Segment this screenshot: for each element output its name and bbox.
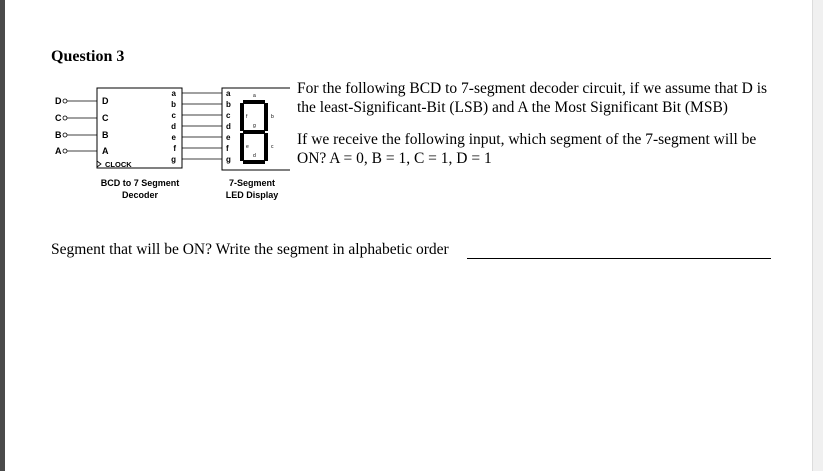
segment-a [243, 100, 265, 104]
decoder-pin-c: C [102, 113, 109, 123]
input-terminal-d [63, 99, 67, 103]
display-input-f: f [226, 144, 229, 153]
input-label-b: B [55, 130, 62, 140]
answer-blank-line[interactable] [467, 258, 771, 259]
input-terminal-b [63, 133, 67, 137]
segment-label-f: f [246, 114, 248, 120]
answer-prompt: Segment that will be ON? Write the segment in alphabetic order [51, 241, 449, 258]
display-input-a: a [226, 89, 231, 98]
display-input-e: e [226, 133, 231, 142]
segment-b [264, 103, 268, 131]
window-left-border [0, 0, 5, 471]
segment-e [240, 133, 244, 161]
display-input-g: g [226, 155, 231, 164]
decoder-pin-a: A [102, 146, 109, 156]
question-title: Question 3 [51, 48, 125, 65]
segment-c [264, 133, 268, 161]
decoder-output-e: e [171, 133, 176, 142]
segment-d [243, 160, 265, 164]
decoder-caption-line-1: BCD to 7 Segment [100, 178, 180, 188]
decoder-caption-line-2: Decoder [121, 190, 159, 200]
display-input-c: c [226, 111, 231, 120]
input-pins [55, 96, 97, 156]
segment-label-e: e [246, 144, 249, 150]
output-wires [182, 93, 222, 159]
segment-g [243, 130, 265, 134]
input-terminal-c [63, 116, 67, 120]
display-input-d: d [226, 122, 231, 131]
decoder-circuit-diagram [50, 78, 290, 208]
segment-label-a: a [253, 93, 256, 99]
segment-label-d: d [253, 153, 256, 159]
decoder-pin-b: B [102, 130, 109, 140]
scrollbar-track[interactable] [812, 0, 823, 471]
decoder-output-d: d [171, 122, 176, 131]
decoder-box [97, 88, 182, 168]
decoder-output-c: c [171, 111, 176, 120]
clock-label: CLOCK [105, 160, 132, 169]
decoder-output-g: g [171, 155, 176, 164]
input-label-d: D [55, 96, 62, 106]
decoder-output-f: f [173, 144, 176, 153]
segment-label-g: g [253, 123, 256, 129]
display-caption-line-2: LED Display [225, 190, 279, 200]
display-caption-line-1: 7-Segment [228, 178, 276, 188]
segment-label-b: b [271, 114, 274, 120]
segment-label-c: c [271, 144, 274, 150]
input-label-a: A [55, 146, 62, 156]
decoder-pin-d: D [102, 96, 109, 106]
decoder-output-b: b [171, 100, 176, 109]
display-input-b: b [226, 100, 231, 109]
segment-f [240, 103, 244, 131]
question-paragraph-1: For the following BCD to 7-segment decoder circuit, if we assume that D is the least-Significant-Bit (LSB) and A the Most Significant Bit (MSB) [297, 80, 768, 116]
input-terminal-a [63, 149, 67, 153]
decoder-output-a: a [171, 89, 176, 98]
question-paragraph-2: If we receive the following input, which segment of the 7-segment will be ON? A = 0, B = 1, C = 1, D = 1 [297, 131, 757, 167]
input-label-c: C [55, 113, 62, 123]
